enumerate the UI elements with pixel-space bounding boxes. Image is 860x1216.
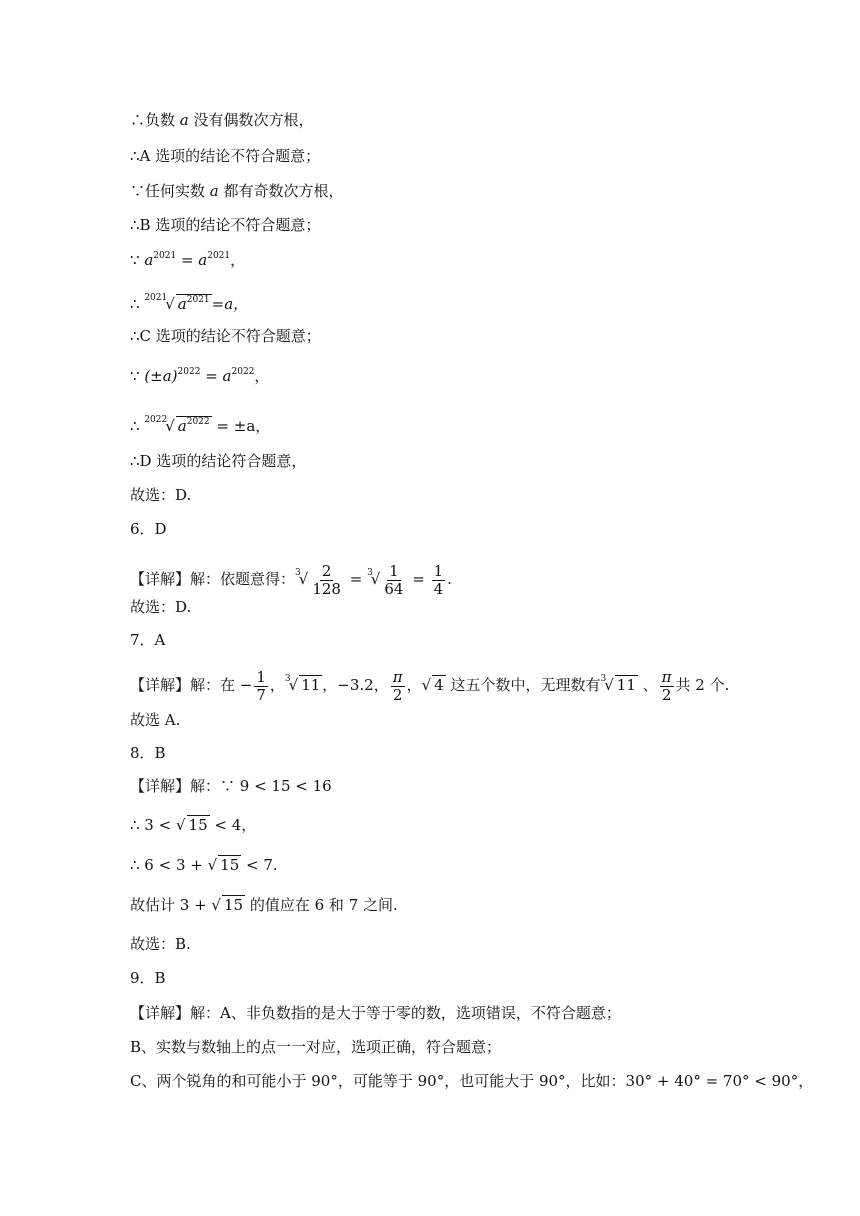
root-index: 2021: [144, 293, 168, 303]
radical-sign: √: [165, 295, 175, 313]
text: 、: [637, 676, 658, 694]
fraction: [310, 563, 343, 598]
text: =: [176, 251, 199, 269]
text: =: [407, 570, 430, 588]
numerator: π: [392, 667, 403, 686]
text-line: [130, 366, 836, 386]
text: 的值应在 6 和 7 之间.: [245, 896, 398, 914]
question-number: 8．B: [130, 744, 166, 762]
denominator: 64: [384, 579, 404, 598]
text: ∵: [130, 367, 145, 385]
text-line: ∴A 选项的结论不符合题意；: [130, 147, 321, 165]
numerator: π: [661, 667, 672, 686]
text: = ±a，: [211, 417, 271, 435]
text: 都有奇数次方根，: [218, 182, 344, 200]
exponent: 2022: [177, 367, 201, 377]
radicand: [176, 416, 212, 435]
text-line: [130, 895, 836, 915]
text: =a，: [211, 295, 249, 313]
fraction: [254, 669, 268, 704]
text: 【详解】解：在 −: [130, 676, 253, 694]
text-line: [130, 181, 836, 201]
numerator: 1: [256, 667, 266, 686]
text: ∵: [130, 251, 145, 269]
denominator: 2: [392, 685, 403, 704]
radical-sign: √: [604, 676, 614, 694]
text: ，−3.2，: [322, 676, 389, 694]
text-line: [130, 110, 836, 130]
text-line: 故选：B.: [130, 935, 191, 953]
text: 没有偶数次方根，: [188, 111, 314, 129]
text-line: [130, 658, 836, 706]
var: a: [222, 367, 232, 385]
radical-sign: √: [207, 856, 218, 874]
text: ∴ 6 < 3 +: [130, 856, 208, 874]
text: 【详解】解：依题意得：: [130, 570, 296, 588]
radicand: 15: [188, 816, 208, 834]
text: ，: [230, 251, 246, 269]
exponent: 2021: [186, 295, 210, 305]
root-index: 2022: [144, 415, 168, 425]
text: ∴ 3 <: [130, 816, 176, 834]
denominator: 4: [433, 579, 444, 598]
var: a: [209, 182, 219, 200]
text: ∴: [130, 417, 145, 435]
radicand: 15: [223, 896, 244, 914]
exponent: 2022: [231, 367, 255, 377]
radicand: 4: [434, 676, 444, 694]
root-index: 3: [600, 674, 607, 684]
fraction: [660, 669, 674, 704]
radical-sign: √: [175, 816, 186, 834]
exponent: 2021: [207, 251, 231, 261]
radicand: [176, 294, 212, 313]
text-line: 故选 A.: [130, 711, 181, 729]
text-line: [130, 288, 836, 314]
text-line: B、实数与数轴上的点一一对应，选项正确，符合题意；: [130, 1038, 502, 1056]
text: 故估计 3 +: [130, 896, 212, 914]
exponent: 2021: [153, 251, 177, 261]
radical-sign: √: [211, 896, 221, 914]
text-line: ∴B 选项的结论不符合题意；: [130, 216, 321, 234]
fraction: [382, 563, 405, 598]
var: a: [144, 251, 154, 269]
text-line: [130, 410, 836, 436]
text: =: [200, 367, 223, 385]
radical-sign: √: [421, 676, 432, 694]
var: a: [177, 295, 187, 313]
denominator: 7: [256, 685, 266, 704]
text-line: 【详解】解：A、非负数指的是大于等于零的数，选项错误，不符合题意；: [130, 1004, 621, 1022]
text: =: [344, 570, 368, 588]
numerator: 1: [433, 561, 444, 580]
question-number: 7．A: [130, 631, 166, 649]
text-line: C、两个锐角的和可能小于 90°，可能等于 90°，也可能大于 90°，比如：30° + 40° = 70° < 90°，: [130, 1072, 814, 1090]
text: ，: [406, 676, 422, 694]
question-number: 9．B: [130, 969, 166, 987]
text: ∵任何实数: [130, 182, 210, 200]
denominator: 128: [312, 579, 341, 598]
radical-sign: √: [288, 676, 299, 694]
var: a: [179, 111, 189, 129]
root-index: 3: [367, 568, 373, 578]
text: < 7.: [241, 856, 278, 874]
radical-sign: √: [298, 570, 309, 588]
text-line: ∴D 选项的结论符合题意，: [130, 452, 307, 470]
radicand: 15: [220, 856, 240, 874]
fraction: [391, 669, 405, 704]
text-line: 【详解】解：∵ 9 < 15 < 16: [130, 777, 332, 795]
radicand: 11: [616, 676, 636, 694]
text: ，: [254, 367, 270, 385]
root-index: 3: [284, 674, 291, 684]
radical-sign: √: [370, 570, 381, 588]
text-line: [130, 815, 836, 835]
text: 共 2 个.: [675, 676, 730, 694]
question-number: 6．D: [130, 520, 167, 538]
radical-sign: √: [165, 417, 175, 435]
numerator: 2: [321, 561, 332, 580]
radicand: 11: [301, 676, 321, 694]
exponent: 2022: [186, 417, 210, 427]
text-line: [130, 250, 836, 270]
text-line: 故选：D.: [130, 486, 192, 504]
fraction: [432, 563, 446, 598]
var: a: [177, 417, 187, 435]
text: ∴: [130, 295, 145, 313]
text-line: [130, 552, 836, 600]
text: ，: [269, 676, 285, 694]
root-index: 3: [295, 568, 301, 578]
text-line: [130, 855, 836, 875]
text: ∴负数: [130, 111, 180, 129]
text: < 4，: [209, 816, 257, 834]
var: a: [198, 251, 208, 269]
numerator: 1: [389, 561, 399, 580]
text: 这五个数中，无理数有: [445, 676, 601, 694]
text-line: 故选：D.: [130, 598, 192, 616]
text-line: ∴C 选项的结论不符合题意；: [130, 327, 321, 345]
denominator: 2: [661, 685, 672, 704]
text: .: [447, 570, 452, 588]
expression: (±a): [144, 367, 178, 385]
